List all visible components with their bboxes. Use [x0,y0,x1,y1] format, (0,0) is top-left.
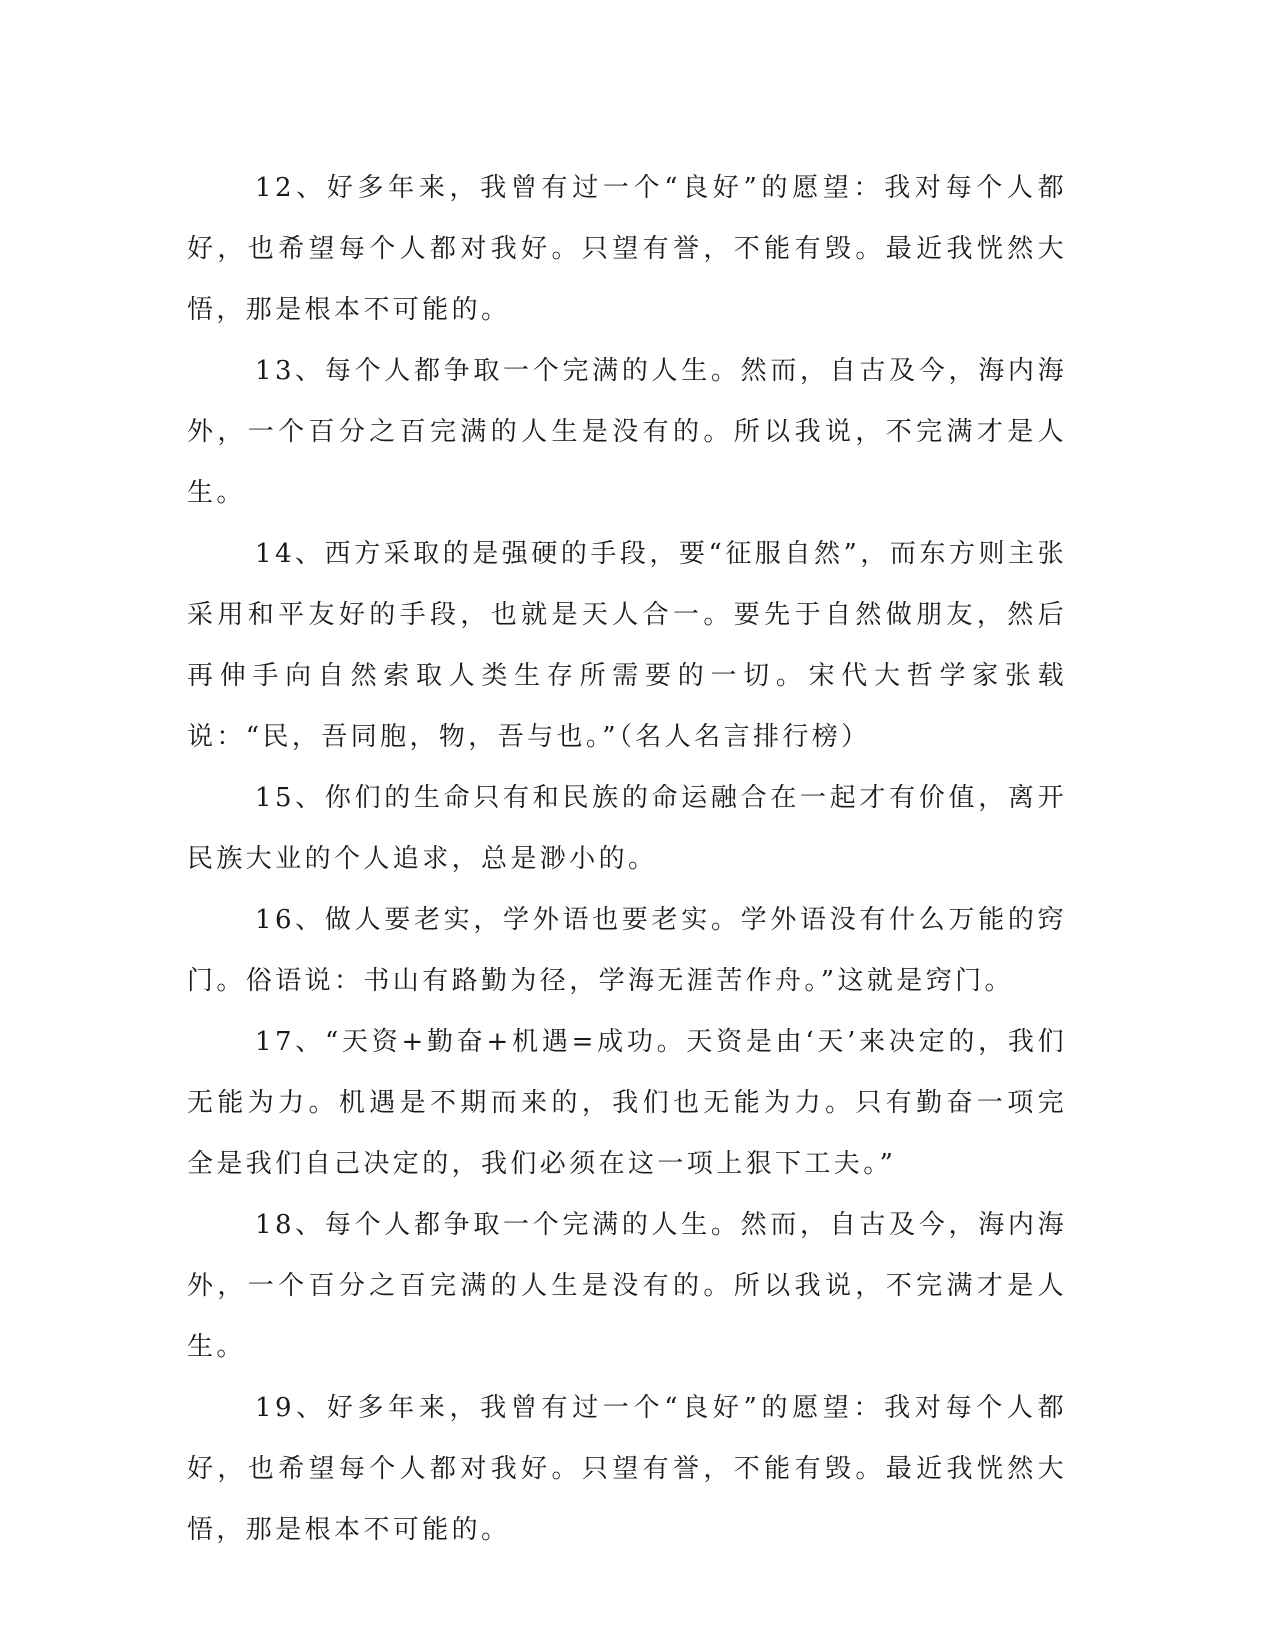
paragraph-12: 12、好多年来，我曾有过一个“良好”的愿望：我对每个人都好，也希望每个人都对我好。只望有誉，不能有毁。最近我恍然大悟，那是根本不可能的。 [187,173,1067,325]
paragraph-18: 18、每个人都争取一个完满的人生。然而，自古及今，海内海外，一个百分之百完满的人生是没有的。所以我说，不完满才是人生。 [187,1210,1067,1362]
paragraph-13: 13、每个人都争取一个完满的人生。然而，自古及今，海内海外，一个百分之百完满的人生是没有的。所以我说，不完满才是人生。 [187,356,1067,508]
document-body [187,158,1067,1561]
paragraph-19: 19、好多年来，我曾有过一个“良好”的愿望：我对每个人都好，也希望每个人都对我好。只望有誉，不能有毁。最近我恍然大悟，那是根本不可能的。 [187,1393,1067,1545]
paragraph-16: 16、做人要老实，学外语也要老实。学外语没有什么万能的窍门。俗语说：书山有路勤为径，学海无涯苦作舟。”这就是窍门。 [187,905,1067,996]
paragraph-15: 15、你们的生命只有和民族的命运融合在一起才有价值，离开民族大业的个人追求，总是渺小的。 [187,783,1067,874]
paragraph-17: 17、“天资+勤奋+机遇=成功。天资是由‘天’来决定的，我们无能为力。机遇是不期而来的，我们也无能为力。只有勤奋一项完全是我们自己决定的，我们必须在这一项上狠下工夫。” [187,1027,1067,1179]
paragraph-14: 14、西方采取的是强硬的手段，要“征服自然”，而东方则主张采用和平友好的手段，也就是天人合一。要先于自然做朋友，然后再伸手向自然索取人类生存所需要的一切。宋代大哲学家张载说：“民，吾同胞，物，吾与也。”（名人名言排行榜） [187,539,1067,752]
